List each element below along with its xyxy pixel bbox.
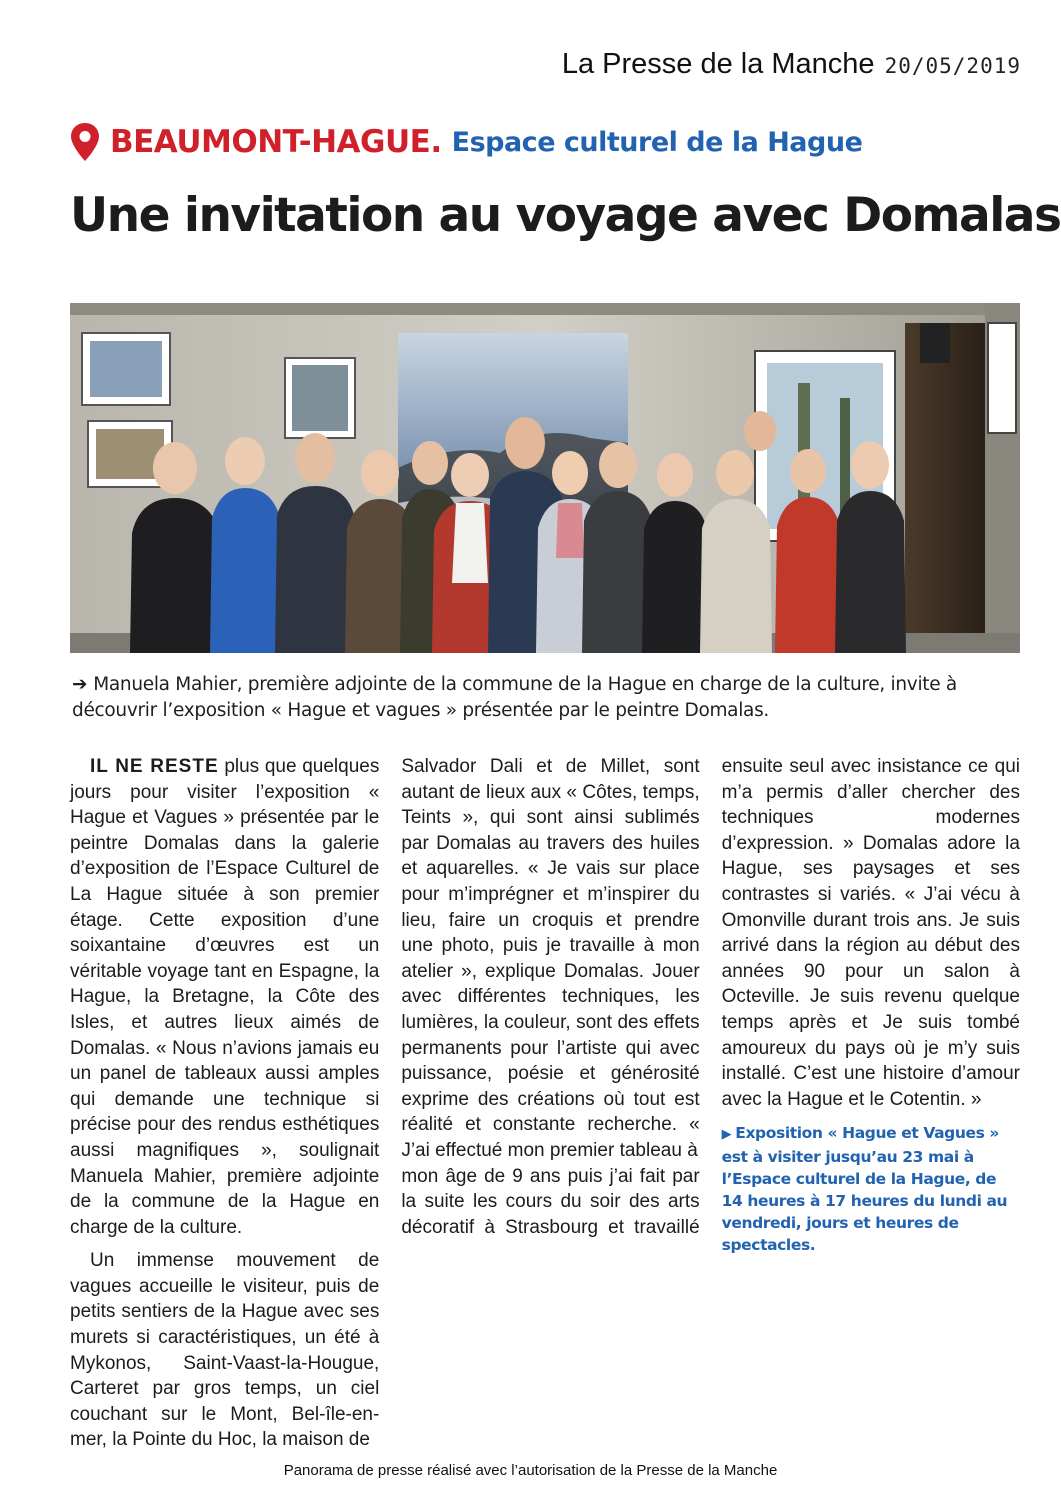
triangle-right-icon: ▶ (721, 1127, 732, 1143)
publication-date: 20/05/2019 (884, 54, 1021, 78)
article-body (70, 754, 1020, 1474)
kicker-place: BEAUMONT-HAGUE. (110, 124, 442, 160)
section-kicker (70, 122, 862, 162)
kicker-venue: Espace culturel de la Hague (451, 126, 863, 158)
article-paragraph-1-text: plus que quelques jours pour visiter l’exposition « Hague et Vagues » présentée par le peintre Domalas dans la galerie d’exposition de l’Espace Culturel de La Hague située à son premier étage. Cette exposition d’une soixantaine d’œuvres est un véritable voyage tant en Espagne, la Hague, la Bretagne, la Côte des Isles, et autres lieux aimés de Domalas. « Nous n’avions jamais eu un panel de tableaux aussi amples qui demande une technique si précise pour des rendus esthétiques aussi magnifiques », soulignait Manuela Mahier, première adjointe de la commune de la Hague en charge de la culture. (70, 756, 380, 1238)
article-paragraph-1 (70, 754, 379, 1240)
article-lead: IL NE RESTE (90, 756, 219, 777)
article-column-1 (70, 754, 379, 1474)
article-column-2-3 (401, 754, 1020, 1474)
press-footer: Panorama de presse réalisé avec l’autorisation de la Presse de la Manche (283, 1462, 778, 1479)
group-photo-image (70, 303, 1020, 653)
map-pin-icon (70, 122, 100, 162)
article-paragraph-3: mon âge de 9 ans puis j’ai fait par la suite les cours du soir des arts décoratif à Strasbourg et travaillé ensuite seul avec insistance ce qui m’a permis d’aller chercher des techniques modernes d’expression. » Domalas adore la Hague, ses paysages et ses contrastes si variés. « J’ai vécu à Omonville durant trois ans. Je suis arrivé dans la région au début des années 90 pour un salon à Octeville. Je suis revenu quelque temps après et Je suis tombé amoureux du pays où je m’y suis installé. C’est une histoire d’amour avec la Hague et le Cotentin. » (401, 756, 1020, 1238)
newspaper-name: La Presse de la Manche (561, 48, 875, 80)
exhibition-info-text: Exposition « Hague et Vagues » est à visiter jusqu’au 23 mai à l’Espace culturel de la Hague, de 14 heures à 17 heures du lundi au vendredi, jours et heures de spectacles. (721, 1124, 1008, 1255)
article-paragraph-2: Un immense mouvement de vagues accueille le visiteur, puis de petits sentiers de la Hague avec ses murets si caractéristiques, un été à Mykonos, Saint-Vaast-la-Hougue, Carteret par gros temps, un ciel couchant sur le Mont, Bel-île-en-mer, la Pointe du Hoc, la maison de (70, 1250, 380, 1451)
masthead (562, 48, 1021, 81)
exhibition-info (722, 1122, 1020, 1256)
caption-text: Manuela Mahier, première adjointe de la commune de la Hague en charge de la culture, invite à découvrir l’exposition « Hague et vagues » présentée par le peintre Domalas. (72, 674, 957, 721)
arrow-right-icon: ➔ (72, 674, 88, 695)
photo-caption (72, 672, 1012, 724)
article-headline: Une invitation au voyage avec Domalas (70, 188, 1061, 243)
article-photo (70, 303, 1020, 653)
article-paragraph-2-continued: Salvador Dali et de Millet, sont autant de lieux aux « Côtes, temps, Teints », qui sont ainsi sublimés par Domalas au travers des huiles et aquarelles. « Je vais sur place pour m’imprégner et m’inspirer du lieu, faire un croquis et prendre une photo, puis je travaille à mon atelier », explique Domalas. Jouer avec différentes techniques, les lumières, la couleur, sont des effets permanents pour l’artiste qui avec puissance, poésie et générosité exprime des créations où tout est réalité et constante recherche. « J’ai effectué mon premier tableau à (401, 756, 700, 1161)
